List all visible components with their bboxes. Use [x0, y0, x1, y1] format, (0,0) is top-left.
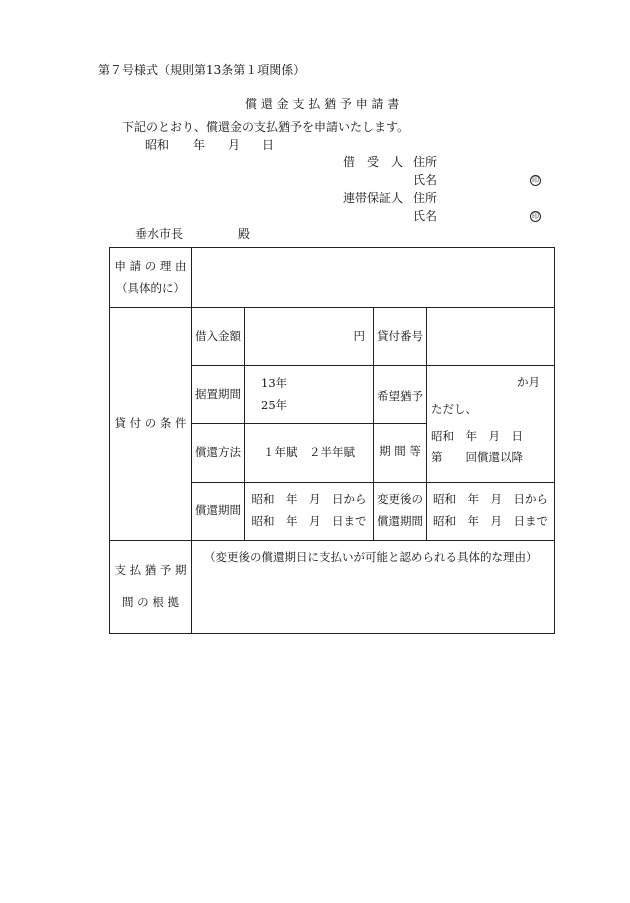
intro-text: 下記のとおり、償還金の支払猶予を申請いたします。 — [122, 120, 410, 134]
date-day: 日 — [262, 138, 275, 152]
addressee-honorific: 殿 — [238, 227, 251, 241]
changed-period-label — [374, 482, 427, 540]
table-row — [110, 308, 555, 366]
deferment-options[interactable] — [245, 366, 374, 424]
loan-amount-unit: 円 — [353, 328, 365, 343]
repayment-method-label: 償還方法 — [192, 424, 245, 482]
basis-label-2: 間 の 根 拠 — [122, 594, 179, 609]
basis-note: （変更後の償還期日に支払いが可能と認められる具体的な理由） — [204, 549, 538, 564]
date-year: 年 — [193, 138, 206, 152]
desired-label: 希望猶予 — [374, 366, 427, 424]
changed-from: 昭和 年 月 日から — [433, 492, 548, 507]
table-row — [110, 248, 555, 308]
changed-period-value[interactable] — [427, 482, 555, 540]
date-era: 昭和 — [145, 138, 170, 152]
addressee-mayor: 垂水市長 — [135, 227, 184, 241]
however-text: ただし、 — [431, 402, 477, 417]
deferment-option-2: 25年 — [261, 397, 288, 412]
desired-period-cell[interactable] — [427, 366, 555, 482]
form-number: 第７号様式（規則第13条第１項関係） — [98, 63, 306, 77]
guarantor-name-label: 氏名 — [413, 209, 438, 223]
seal-icon: 印 — [532, 176, 539, 184]
conditions-label: 貸 付 の 条 件 — [110, 308, 192, 541]
deferment-option-1: 13年 — [261, 376, 288, 391]
reason-sublabel: （具体的に） — [116, 280, 185, 295]
months-unit: か月 — [517, 375, 540, 390]
changed-label-1: 変更後の — [377, 492, 423, 507]
repayment-period-value[interactable] — [245, 482, 374, 540]
loan-number-field[interactable] — [427, 308, 555, 366]
basis-label-cell — [110, 540, 192, 633]
changed-to: 昭和 年 月 日まで — [433, 514, 548, 529]
reason-value[interactable] — [192, 248, 555, 308]
seal-icon: 印 — [532, 212, 539, 220]
guarantor-label: 連帯保証人 — [343, 191, 404, 205]
period-label: 期 間 等 — [374, 424, 427, 482]
loan-number-label: 貸付番号 — [374, 308, 427, 366]
guarantor-address-label: 住所 — [413, 191, 438, 205]
repayment-period-label: 償還期間 — [192, 482, 245, 540]
loan-amount-field[interactable] — [245, 308, 374, 366]
borrower-name-label: 氏名 — [413, 173, 438, 187]
period-to: 昭和 年 月 日まで — [251, 514, 367, 529]
changed-label-2: 償還期間 — [377, 514, 423, 529]
reason-label: 申 請 の 理 由 — [114, 258, 187, 273]
deferment-label: 据置期間 — [192, 366, 245, 424]
desired-date: 昭和 年 月 日 — [431, 428, 523, 443]
period-from: 昭和 年 月 日から — [251, 492, 367, 507]
borrower-label: 借 受 人 — [343, 155, 404, 169]
repayment-method-value[interactable]: １年賦 ２半年賦 — [245, 424, 374, 482]
desired-from: 第 回償還以降 — [431, 449, 523, 464]
application-table — [109, 247, 555, 634]
loan-amount-label: 借入金額 — [192, 308, 245, 366]
date-month: 月 — [228, 138, 241, 152]
basis-field[interactable] — [192, 540, 555, 633]
basis-label-1: 支 払 猶 予 期 — [114, 563, 187, 578]
table-row — [110, 540, 555, 633]
borrower-address-label: 住所 — [413, 155, 438, 169]
page-title: 償 還 金 支 払 猶 予 申 請 書 — [245, 97, 400, 111]
reason-label-cell — [110, 248, 192, 308]
